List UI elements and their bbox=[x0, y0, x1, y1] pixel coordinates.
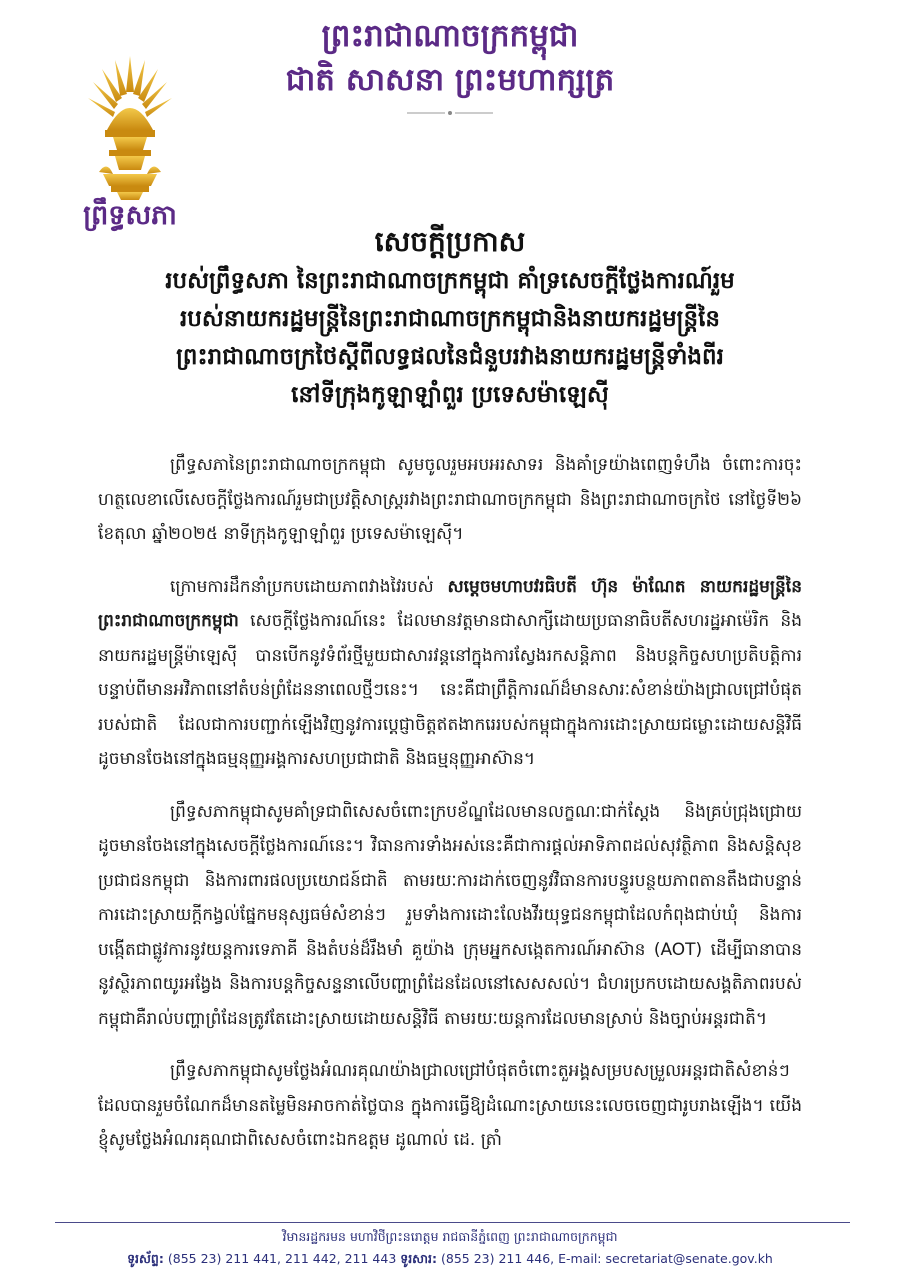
declaration-title bbox=[0, 222, 900, 414]
motto-line-kingdom: ព្រះរាជាណាចក្រកម្ពុជា bbox=[321, 18, 579, 54]
fax-label: ទូរសារ: bbox=[400, 1251, 438, 1266]
declaration-subtitle bbox=[90, 262, 810, 414]
declaration-body bbox=[98, 448, 802, 1176]
phone-label: ទូរស័ព្ទ: bbox=[127, 1251, 164, 1266]
footer-contact bbox=[0, 1226, 900, 1270]
subtitle-line: របស់នាយករដ្ឋមន្ត្រីនៃព្រះរាជាណាចក្រកម្ពុជានិងនាយករដ្ឋមន្ត្រីនៃ bbox=[179, 305, 721, 332]
footer-divider bbox=[55, 1222, 850, 1223]
footer-phone-fax bbox=[0, 1248, 900, 1270]
paragraph-2 bbox=[98, 570, 802, 777]
motto-line-nation: ជាតិ សាសនា ព្រះមហាក្សត្រ bbox=[285, 62, 615, 98]
senate-label: ព្រឹទ្ធសភា bbox=[83, 200, 177, 231]
subtitle-line: ព្រះរាជាណាចក្រថៃស្តីពីលទ្ធផលនៃជំនួបរវាងនាយករដ្ឋមន្ត្រីទាំងពីរ bbox=[176, 343, 724, 370]
fax-email: (855 23) 211 446, E-mail: secretariat@senate.gov.kh bbox=[441, 1251, 773, 1266]
paragraph-3: ព្រឹទ្ធសភាកម្ពុជាសូមគាំទ្រជាពិសេសចំពោះក្របខ័ណ្ឌដែលមានលក្ខណៈជាក់ស្តែង និងគ្រប់ជ្រុងជ្រោយ ដូចមានចែងនៅក្នុងសេចក្តីថ្លែងការណ៍នេះ។ វិធានការទាំងអស់នេះគឺជាការផ្តល់អាទិភាពដល់សុវត្ថិភាព និងសន្តិសុខប្រជាជនកម្ពុជា និងការពារផលប្រយោជន៍ជាតិ តាមរយៈការដាក់ចេញនូវវិធានការបន្ធូរបន្ថយភាពតានតឹងជាបន្ទាន់ ការដោះស្រាយក្តីកង្វល់ផ្នែកមនុស្សធម៌សំខាន់ៗ រួមទាំងការដោះលែងវីរយុទ្ធជនកម្ពុជាដែលកំពុងជាប់ឃុំ និងការបង្កើតជាផ្លូវការនូវយន្តការទេភាគី និងតំបន់ដ៏រឹងមាំ គួយ៉ាង ក្រុមអ្នកសង្កេតការណ៍អាស៊ាន (AOT) ដើម្បីធានាបាននូវស្ថិរភាពយូរអង្វែង និងការបន្តកិច្ចសន្ទនាលើបញ្ហាព្រំដែនដែលនៅសេសសល់។ ជំហរប្រកបដោយសង្គតិភាពរបស់កម្ពុជាគឺរាល់បញ្ហាព្រំដែនត្រូវតែដោះស្រាយដោយសន្តិវិធី តាមរយៈយន្តការដែលមានស្រាប់ និងច្បាប់អន្តរជាតិ។ bbox=[98, 801, 802, 1029]
declaration-heading: សេចក្តីប្រកាស bbox=[374, 225, 526, 258]
phone-number: (855 23) 211 441, 211 442, 211 443 bbox=[167, 1251, 397, 1266]
footer-address: វិមានរដ្ឋករមន មហាវិថីព្រះនរោត្តម រាជធានីភ្នំពេញ ព្រះរាជាណាចក្រកម្ពុជា bbox=[282, 1229, 618, 1244]
paragraph-2-intro: ក្រោមការដឹកនាំប្រកបដោយភាពវាងវៃរបស់ bbox=[170, 576, 448, 597]
paragraph-4: ព្រឹទ្ធសភាកម្ពុជាសូមថ្លែងអំណរគុណយ៉ាងជ្រាលជ្រៅបំផុតចំពោះតួអង្គសម្របសម្រួលអន្តរជាតិសំខាន់ៗដែលបានរួមចំណែកដ៏មានតម្លៃមិនអាចកាត់ថ្លៃបាន ក្នុងការធ្វើឱ្យដំណោះស្រាយនេះលេចចេញជារូបរាងឡើង។ យើងខ្ញុំសូមថ្លែងអំណរគុណជាពិសេសចំពោះឯកឧត្តម ដូណាល់ ដេ. ត្រាំ bbox=[98, 1061, 802, 1150]
subtitle-line: នៅទីក្រុងកូឡាឡាំពួរ ប្រទេសម៉ាឡេស៊ី bbox=[291, 381, 609, 408]
ornament-divider-icon bbox=[405, 110, 495, 116]
paragraph-1: ព្រឹទ្ធសភានៃព្រះរាជាណាចក្រកម្ពុជា សូមចូលរួមអបអរសាទរ និងគាំទ្រយ៉ាងពេញទំហឹង ចំពោះការចុះហត្ថលេខាលើសេចក្តីថ្លែងការណ៍រួមជាប្រវត្តិសាស្ត្ររវាងព្រះរាជាណាចក្រកម្ពុជា និងព្រះរាជាណាចក្រថៃ នៅថ្ងៃទី២៦ ខែតុលា ឆ្នាំ២០២៥ នាទីក្រុងកូឡាឡាំពួរ ប្រទេសម៉ាឡេស៊ី។ bbox=[98, 455, 802, 544]
subtitle-line: របស់ព្រឹទ្ធសភា នៃព្រះរាជាណាចក្រកម្ពុជា គាំទ្រសេចក្តីថ្លែងការណ៍រួម bbox=[165, 267, 735, 294]
paragraph-2-rest: សេចក្តីថ្លែងការណ៍នេះ ដែលមានវត្តមានជាសាក្សីដោយប្រធានាធិបតីសហរដ្ឋអាម៉េរិក និងនាយករដ្ឋមន្ត្រីម៉ាឡេស៊ី បានបើកនូវទំព័រថ្មីមួយជាសារវន្តនៅក្នុងការស្វែងរកសន្តិភាព និងបន្តកិច្ចសហប្រតិបត្តិការ បន្ទាប់ពីមានអវិភាពនៅតំបន់ព្រំដែននាពេលថ្មីៗនេះ។ នេះគឺជាព្រឹត្តិការណ៍ដ៏មានសារៈសំខាន់យ៉ាងជ្រាលជ្រៅបំផុតរបស់ជាតិ ដែលជាការបញ្ជាក់ឡើងវិញនូវការប្តេជ្ញាចិត្តឥតងាករេរបស់កម្ពុជាក្នុងការដោះស្រាយជម្លោះដោយសន្តិវិធី ដូចមានចែងនៅក្នុងធម្មនុញ្ញអង្គការសហប្រជាជាតិ និងធម្មនុញ្ញអាស៊ាន។ bbox=[98, 611, 802, 769]
senate-emblem-icon bbox=[85, 52, 175, 202]
prime-minister-name: សម្តេចមហាបវរធិបតី ហ៊ុន ម៉ាណែត នាយករដ្ឋមន្ត្រីនៃព្រះរាជាណាចក្រកម្ពុជា bbox=[98, 576, 802, 631]
